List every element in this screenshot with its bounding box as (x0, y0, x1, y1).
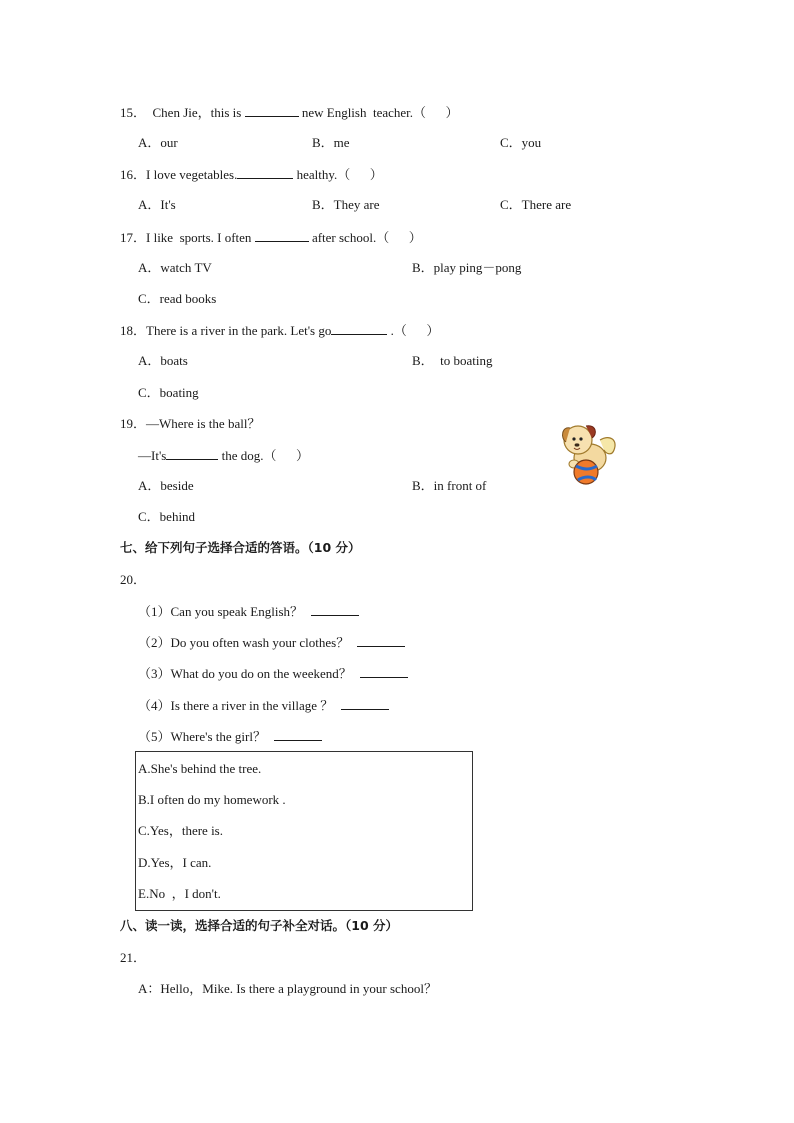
answer-option-a: A.She's behind the tree. (138, 761, 262, 776)
q15-stem-part1: 15． Chen Jie，this is (120, 105, 245, 120)
q19-line2-part1: —It's (138, 448, 167, 463)
q17-blank[interactable] (255, 229, 309, 242)
q18-stem (120, 322, 439, 339)
q21-dialogue-line: A：Hello，Mike. Is there a playground in your school？ (138, 981, 437, 996)
q15-blank[interactable] (245, 104, 299, 117)
q21-number: 21． (120, 950, 147, 965)
answer-option-d: D.Yes，I can. (138, 855, 212, 870)
q19-option-a[interactable]: A．beside (138, 478, 194, 493)
q20-item-1 (138, 603, 359, 620)
answer-option-e: E.No ，I don't. (138, 886, 221, 901)
q16-stem-part1: 16．I love vegetables. (120, 167, 238, 182)
q20-item-4-text: （4）Is there a river in the village ？ (138, 698, 334, 713)
q20-number: 20． (120, 572, 147, 587)
q19-line2 (138, 447, 309, 464)
q19-option-c[interactable]: C．behind (138, 509, 196, 524)
q15-option-c[interactable]: C．you (500, 135, 542, 150)
q17-option-c[interactable]: C．read books (138, 291, 217, 306)
q16-stem (120, 166, 383, 183)
q20-item-5-blank[interactable] (274, 728, 322, 741)
q16-option-c[interactable]: C．There are (500, 197, 572, 212)
q19-blank[interactable] (166, 447, 218, 460)
q19-option-b[interactable]: B．in front of (412, 478, 487, 493)
q18-stem-part1: 18．There is a river in the park. Let's go (120, 323, 332, 338)
q20-item-1-text: （1）Can you speak English？ (138, 604, 304, 619)
q15-stem-part2: new English teacher.（ ） (298, 105, 459, 120)
q17-stem-part2: after school.（ ） (308, 230, 422, 245)
q20-item-3-blank[interactable] (360, 665, 408, 678)
q18-option-c[interactable]: C．boating (138, 385, 199, 400)
q17-stem-part1: 17．I like sports. I often (120, 230, 255, 245)
q18-option-a[interactable]: A．boats (138, 353, 188, 368)
section-7-title: 七、给下列句子选择合适的答语。（10 分） (120, 540, 361, 555)
q16-blank[interactable] (237, 166, 293, 179)
q20-item-5 (138, 728, 322, 745)
q20-item-2-blank[interactable] (357, 634, 405, 647)
answer-option-c: C.Yes，there is. (138, 823, 223, 838)
dog-with-ball-image (556, 420, 620, 486)
answer-option-b: B.I often do my homework . (138, 792, 286, 807)
q20-item-2-text: （2）Do you often wash your clothes？ (138, 635, 350, 650)
q15-stem (120, 104, 459, 121)
q18-blank[interactable] (331, 322, 387, 335)
q20-item-2 (138, 634, 405, 651)
q20-item-3 (138, 665, 408, 682)
q15-option-a[interactable]: A．our (138, 135, 178, 150)
q20-item-4 (138, 697, 389, 714)
q17-stem (120, 229, 422, 246)
q18-option-b[interactable]: B． to boating (412, 353, 493, 368)
q19-stem: 19．—Where is the ball？ (120, 416, 261, 431)
q20-item-1-blank[interactable] (311, 603, 359, 616)
q15-option-b[interactable]: B．me (312, 135, 350, 150)
section-8-title: 八、读一读，选择合适的句子补全对话。（10 分） (120, 918, 398, 933)
q16-stem-part2: healthy.（ ） (293, 167, 383, 182)
q16-option-a[interactable]: A．It's (138, 197, 176, 212)
q16-option-b[interactable]: B．They are (312, 197, 380, 212)
q17-option-a[interactable]: A．watch TV (138, 260, 212, 275)
q17-option-b[interactable]: B．play ping－pong (412, 260, 522, 275)
q20-item-3-text: （3）What do you do on the weekend？ (138, 666, 352, 681)
q19-line2-part2: the dog.（ ） (218, 448, 309, 463)
q20-item-5-text: （5）Where's the girl？ (138, 729, 266, 744)
q18-stem-part2: .（ ） (387, 323, 440, 338)
q20-item-4-blank[interactable] (341, 697, 389, 710)
